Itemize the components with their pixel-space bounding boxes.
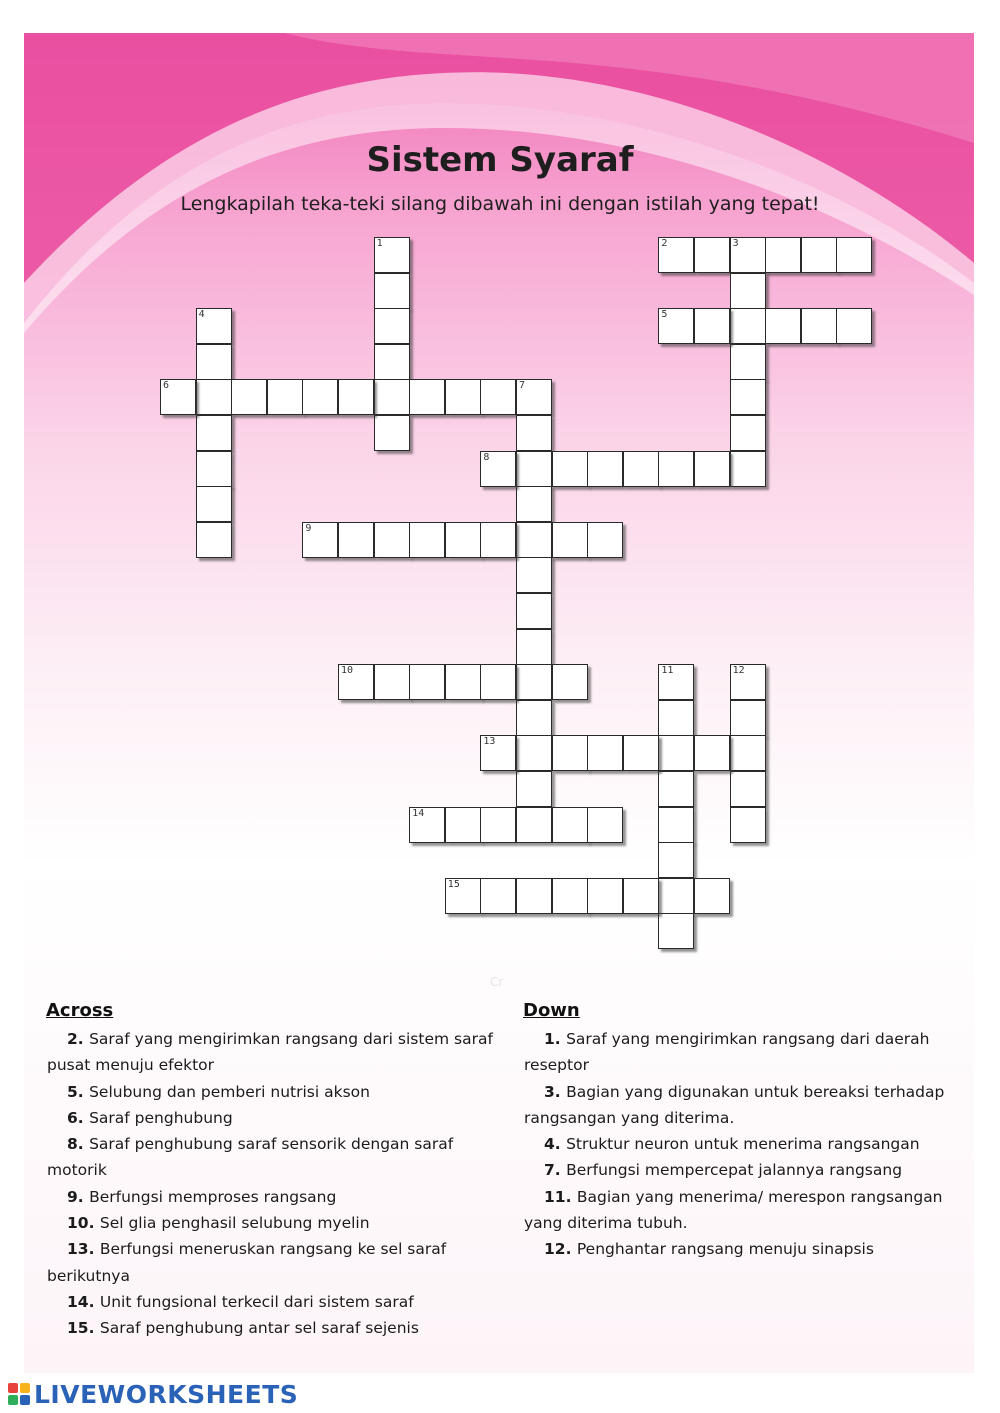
crossword-cell[interactable] <box>730 700 766 736</box>
crossword-cell[interactable] <box>445 664 481 700</box>
crossword-cell[interactable] <box>374 308 410 344</box>
crossword-cell[interactable] <box>836 308 872 344</box>
crossword-cell[interactable] <box>445 807 481 843</box>
clue-text: Bagian yang menerima/ merespon rangsangan yang diterima tubuh. <box>524 1187 943 1233</box>
clue-text: Saraf yang mengirimkan rangsang dari daerah reseptor <box>524 1030 930 1075</box>
crossword-cell[interactable] <box>445 379 481 415</box>
clue-text: Unit fungsional terkecil dari sistem saraf <box>99 1292 414 1311</box>
crossword-cell[interactable] <box>658 700 694 736</box>
across-heading: Across <box>46 1000 114 1021</box>
crossword-cell[interactable] <box>801 308 837 344</box>
crossword-cell[interactable] <box>302 379 338 415</box>
crossword-cell[interactable] <box>196 486 232 522</box>
crossword-cell[interactable] <box>480 522 516 558</box>
crossword-cell[interactable] <box>516 415 552 451</box>
crossword-cell[interactable] <box>480 664 516 700</box>
clue-text: Struktur neuron untuk menerima rangsangan <box>566 1135 920 1154</box>
crossword-cell[interactable] <box>374 415 410 451</box>
crossword-cell[interactable] <box>409 379 445 415</box>
crossword-cell[interactable] <box>658 878 694 914</box>
clue-number: 5 <box>661 309 668 321</box>
down-clue <box>524 1157 979 1183</box>
clue-number: 7 <box>519 380 526 392</box>
clue-number: 6 <box>163 380 170 392</box>
across-clue <box>47 1026 502 1079</box>
crossword-cell[interactable] <box>730 451 766 487</box>
crossword-cell[interactable] <box>658 237 694 273</box>
crossword-cell[interactable] <box>552 451 588 487</box>
crossword-cell[interactable] <box>516 379 552 415</box>
crossword-cell[interactable] <box>480 735 516 771</box>
clue-number-label: 9. <box>67 1187 90 1206</box>
clue-number-label: 7. <box>544 1161 567 1180</box>
crossword-cell[interactable] <box>730 664 766 700</box>
crossword-cell[interactable] <box>658 451 694 487</box>
crossword-cell[interactable] <box>658 664 694 700</box>
crossword-cell[interactable] <box>516 735 552 771</box>
clue-number-label: 1. <box>544 1030 567 1048</box>
down-clue-list <box>524 1026 979 1263</box>
crossword-cell[interactable] <box>338 522 374 558</box>
down-clue <box>524 1184 979 1237</box>
crossword-cell[interactable] <box>445 522 481 558</box>
faint-watermark: Cr <box>490 975 504 989</box>
crossword-cell[interactable] <box>552 522 588 558</box>
clue-text: Berfungsi meneruskan rangsang ke sel saraf berikutnya <box>47 1240 447 1285</box>
crossword-cell[interactable] <box>694 308 730 344</box>
crossword-cell[interactable] <box>480 379 516 415</box>
clue-text: Berfungsi memproses rangsang <box>89 1187 337 1206</box>
clue-number-label: 4. <box>544 1135 567 1154</box>
crossword-cell[interactable] <box>730 237 766 273</box>
crossword-cell[interactable] <box>730 807 766 843</box>
clue-number: 15 <box>447 878 460 890</box>
page-subtitle: Lengkapilah teka-teki silang dibawah ini dengan istilah yang tepat! <box>180 193 820 215</box>
crossword-cell[interactable] <box>374 379 410 415</box>
clue-number: 12 <box>732 665 745 677</box>
crossword-cell[interactable] <box>587 878 623 914</box>
clue-text: Saraf penghubung <box>89 1108 233 1127</box>
clue-text: Saraf yang mengirimkan rangsang dari sistem saraf pusat menuju efektor <box>47 1030 493 1075</box>
crossword-cell[interactable] <box>658 842 694 878</box>
clue-number-label: 8. <box>67 1135 90 1154</box>
crossword-cell[interactable] <box>730 344 766 380</box>
crossword-cell[interactable] <box>516 629 552 665</box>
crossword-cell[interactable] <box>196 415 232 451</box>
down-clue <box>524 1026 979 1079</box>
crossword-cell[interactable] <box>338 379 374 415</box>
crossword-cell[interactable] <box>765 237 801 273</box>
crossword-cell[interactable] <box>338 664 374 700</box>
crossword-cell[interactable] <box>516 486 552 522</box>
clue-number-label: 13. <box>67 1240 100 1259</box>
crossword-cell[interactable] <box>694 237 730 273</box>
crossword-cell[interactable] <box>730 415 766 451</box>
crossword-cell[interactable] <box>374 344 410 380</box>
crossword-cell[interactable] <box>196 522 232 558</box>
clue-number-label: 12. <box>544 1240 577 1259</box>
liveworksheets-brand <box>8 1380 298 1408</box>
clue-text: Berfungsi mempercepat jalannya rangsang <box>566 1161 903 1180</box>
down-heading: Down <box>523 1000 580 1021</box>
crossword-cell[interactable] <box>196 451 232 487</box>
crossword-cell[interactable] <box>623 735 659 771</box>
down-clue <box>524 1131 979 1157</box>
crossword-cell[interactable] <box>587 451 623 487</box>
crossword-cell[interactable] <box>516 878 552 914</box>
clue-number: 9 <box>305 522 312 534</box>
crossword-cell[interactable] <box>694 878 730 914</box>
across-clue <box>47 1184 502 1210</box>
crossword-cell[interactable] <box>658 913 694 949</box>
clue-text: Saraf penghubung antar sel saraf sejenis <box>99 1319 419 1338</box>
brand-name: LIVEWORKSHEETS <box>34 1379 299 1409</box>
clue-number-label: 15. <box>67 1319 100 1338</box>
clue-text: Bagian yang digunakan untuk bereaksi terhadap rangsangan yang diterima. <box>524 1082 945 1127</box>
clue-number: 14 <box>412 807 425 819</box>
crossword-cell[interactable] <box>374 273 410 309</box>
crossword-cell[interactable] <box>658 308 694 344</box>
crossword-cell[interactable] <box>730 379 766 415</box>
crossword-cell[interactable] <box>587 735 623 771</box>
crossword-cell[interactable] <box>552 878 588 914</box>
clue-number: 1 <box>376 238 383 249</box>
clue-number: 4 <box>198 309 205 321</box>
across-clue <box>47 1315 502 1341</box>
crossword-cell[interactable] <box>730 308 766 344</box>
page-title: Sistem Syaraf <box>366 140 634 180</box>
clue-number-label: 11. <box>544 1187 577 1206</box>
crossword-cell[interactable] <box>196 379 232 415</box>
crossword-cell[interactable] <box>623 451 659 487</box>
crossword-cell[interactable] <box>516 557 552 593</box>
clue-number-label: 6. <box>67 1108 90 1127</box>
clue-number: 8 <box>483 451 490 463</box>
crossword-cell[interactable] <box>623 878 659 914</box>
across-clue <box>47 1210 502 1236</box>
down-clue <box>524 1236 979 1262</box>
crossword-cell[interactable] <box>480 878 516 914</box>
crossword-cell[interactable] <box>196 308 232 344</box>
clue-number-label: 5. <box>67 1082 90 1101</box>
clue-number-label: 14. <box>67 1292 100 1311</box>
crossword-cell[interactable] <box>445 878 481 914</box>
crossword-cell[interactable] <box>730 273 766 309</box>
crossword-cell[interactable] <box>374 664 410 700</box>
crossword-cell[interactable] <box>694 735 730 771</box>
crossword-cell[interactable] <box>516 807 552 843</box>
down-clue <box>524 1079 979 1132</box>
crossword-cell[interactable] <box>516 771 552 807</box>
crossword-cell[interactable] <box>409 664 445 700</box>
crossword-cell[interactable] <box>658 807 694 843</box>
crossword-cell[interactable] <box>196 344 232 380</box>
across-clue <box>47 1131 502 1184</box>
clue-number: 3 <box>732 238 739 249</box>
crossword-cell[interactable] <box>694 451 730 487</box>
clue-number: 11 <box>661 665 674 677</box>
crossword-cell[interactable] <box>658 771 694 807</box>
clue-number-label: 2. <box>67 1030 90 1048</box>
crossword-cell[interactable] <box>480 807 516 843</box>
crossword-cell[interactable] <box>516 700 552 736</box>
crossword-cell[interactable] <box>552 664 588 700</box>
clue-number: 2 <box>661 238 668 249</box>
crossword-cell[interactable] <box>516 593 552 629</box>
crossword-cell[interactable] <box>160 379 196 415</box>
clue-text: Selubung dan pemberi nutrisi akson <box>89 1082 370 1101</box>
crossword-cell[interactable] <box>658 735 694 771</box>
crossword-cell[interactable] <box>765 308 801 344</box>
crossword-cell[interactable] <box>730 735 766 771</box>
crossword-cell[interactable] <box>587 807 623 843</box>
across-clue <box>47 1289 502 1315</box>
clue-number: 13 <box>483 736 496 748</box>
clue-number: 10 <box>341 665 354 677</box>
clue-text: Sel glia penghasil selubung myelin <box>99 1214 370 1233</box>
clue-number-label: 10. <box>67 1214 100 1233</box>
crossword-cell[interactable] <box>552 807 588 843</box>
crossword-cell[interactable] <box>409 522 445 558</box>
crossword-cell[interactable] <box>516 451 552 487</box>
crossword-cell[interactable] <box>302 522 338 558</box>
crossword-cell[interactable] <box>552 735 588 771</box>
crossword-cell[interactable] <box>801 237 837 273</box>
clue-number-label: 3. <box>544 1082 567 1101</box>
crossword-cell[interactable] <box>730 771 766 807</box>
across-clue-list <box>47 1026 502 1342</box>
crossword-cell[interactable] <box>231 379 267 415</box>
crossword-cell[interactable] <box>409 807 445 843</box>
crossword-cell[interactable] <box>374 237 410 273</box>
crossword-cell[interactable] <box>836 237 872 273</box>
crossword-cell[interactable] <box>516 522 552 558</box>
crossword-cell[interactable] <box>587 522 623 558</box>
crossword-cell[interactable] <box>516 664 552 700</box>
clue-text: Saraf penghubung saraf sensorik dengan saraf motorik <box>47 1135 454 1180</box>
clue-text: Penghantar rangsang menuju sinapsis <box>576 1240 874 1259</box>
crossword-cell[interactable] <box>267 379 303 415</box>
across-clue <box>47 1236 502 1289</box>
across-clue <box>47 1105 502 1131</box>
liveworksheets-logo-icon <box>8 1383 30 1405</box>
crossword-cell[interactable] <box>374 522 410 558</box>
across-clue <box>47 1079 502 1105</box>
crossword-cell[interactable] <box>480 451 516 487</box>
